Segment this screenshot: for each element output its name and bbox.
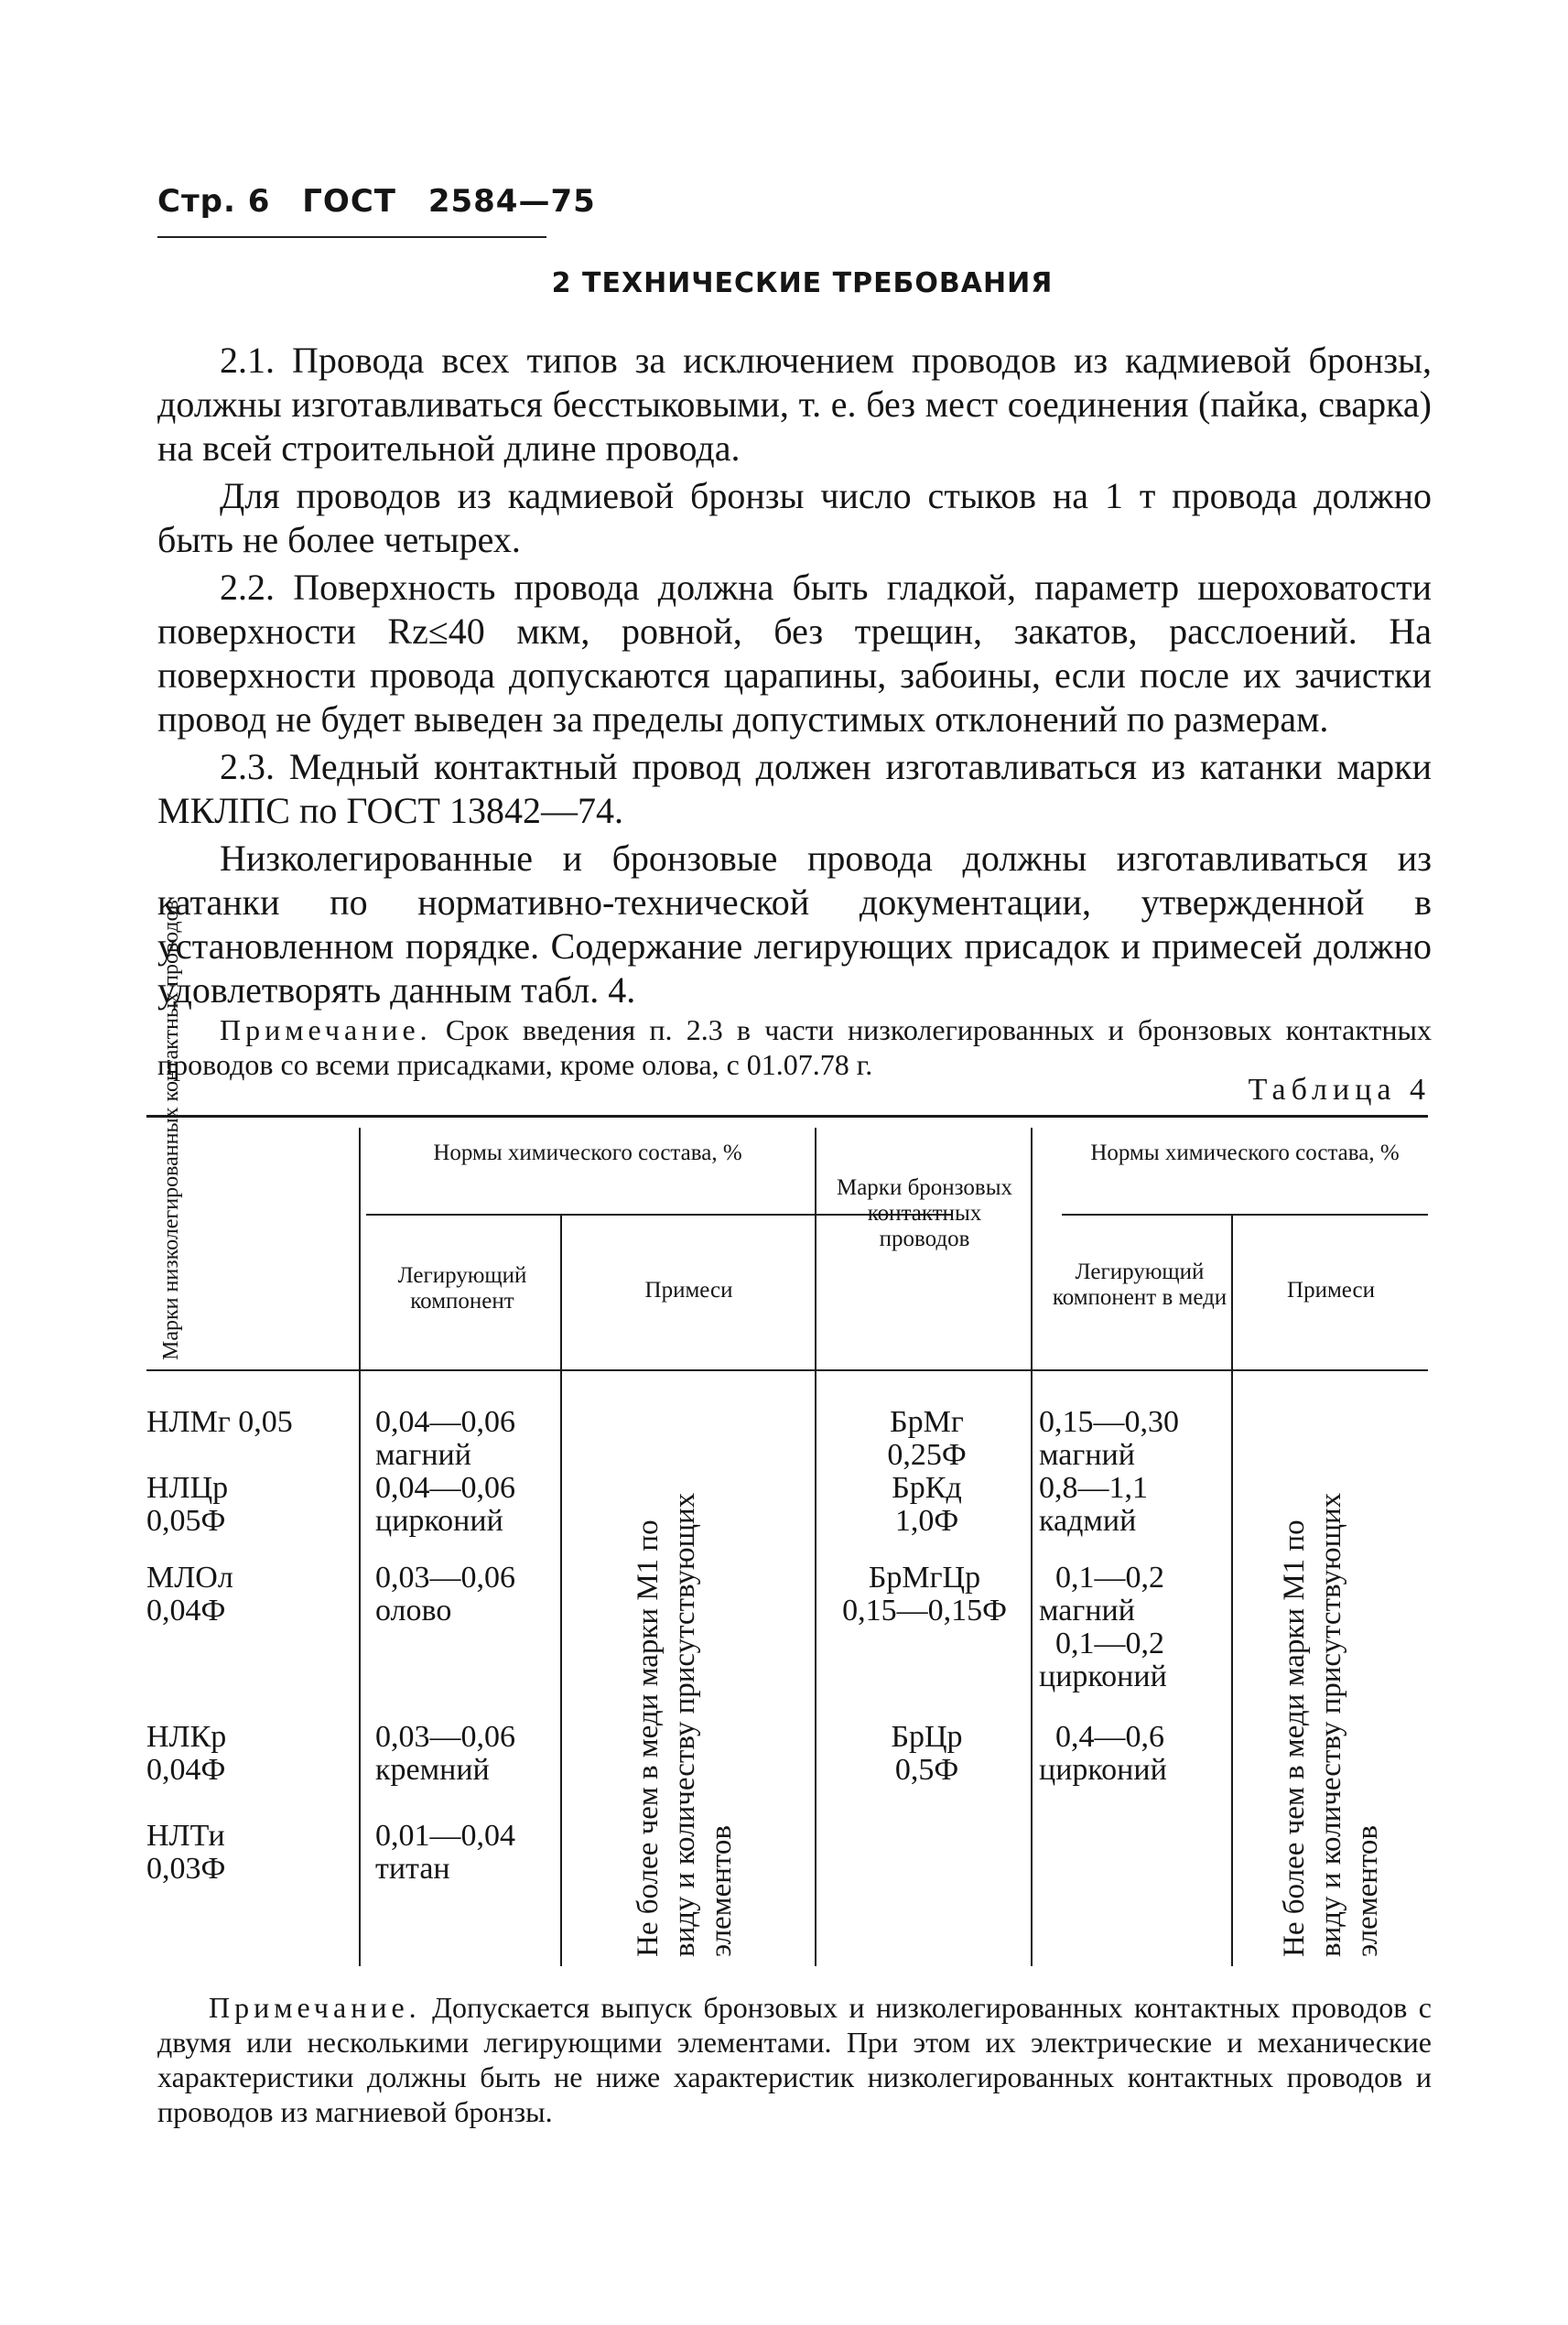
paragraph-2-3-cont: Низколегированные и бронзовые провода должны изготавливаться из катанки по нормативно-технической документации, утвержденной в установленном порядке. Содержание легирующих присадок и примесей должно удовлетворять данным табл. 4. xyxy=(157,838,1432,1011)
col-divider-3 xyxy=(815,1128,816,1966)
table-row-low-alloy-2-grade: НЛЦр 0,05Ф xyxy=(146,1471,229,1538)
header-rule xyxy=(157,236,546,238)
col-divider-2 xyxy=(560,1216,562,1966)
paragraph-2-1-cont: Для проводов из кадмиевой бронзы число стыков на 1 т провода должно быть не более четырех. xyxy=(157,475,1432,560)
header-low-alloy-grades: Марки низколегированных контактных проводов xyxy=(159,900,183,1360)
col-divider-1 xyxy=(359,1128,361,1966)
table-row-low-alloy-1-alloy: 0,04—0,06 магний xyxy=(375,1405,515,1472)
header-bronze-grades: Марки бронзовых контактных проводов xyxy=(836,1175,1013,1251)
paragraph-2-1: 2.1. Провода всех типов за исключением проводов из кадмиевой бронзы, должны изготавливаться бесстыковыми, т. е. без мест соединения (пайка, сварка) на всей строительной длине провода. xyxy=(157,340,1432,469)
table-row-bronze-3-grade: БрМгЦр 0,15—0,15Ф xyxy=(842,1561,1007,1628)
standard-label: ГОСТ xyxy=(302,183,396,220)
table-row-bronze-3-alloy: 0,1—0,2 магний 0,1—0,2 цирконий xyxy=(1039,1561,1167,1693)
table-row-bronze-1-alloy: 0,15—0,30 магний xyxy=(1039,1405,1179,1472)
note-1-text: Срок введения п. 2.3 в части низколегированных и бронзовых контактных проводов со всеми присадками, кроме олова, с 01.07.78 г. xyxy=(157,1013,1433,1081)
header-impurity-left: Примеси xyxy=(644,1278,733,1303)
table-caption: Таблица 4 xyxy=(1248,1073,1431,1107)
table-row-bronze-1-grade: БрМг 0,25Ф xyxy=(887,1405,967,1472)
standard-number: 2584—75 xyxy=(427,183,596,220)
table-row-low-alloy-1-grade: НЛМг 0,05 xyxy=(146,1405,293,1439)
note-2-label: Примечание. xyxy=(209,1991,421,2024)
table-row-bronze-2-grade: БрКд 1,0Ф xyxy=(892,1471,962,1538)
header-alloy-left: Легирующий компонент xyxy=(397,1263,527,1314)
header-norms-left: Нормы химического состава, % xyxy=(433,1141,742,1165)
header-impurity-right: Примеси xyxy=(1287,1278,1375,1303)
note-1 xyxy=(157,1012,1432,1082)
table-row-bronze-4-alloy: 0,4—0,6 цирконий xyxy=(1039,1720,1167,1787)
header-alloy-right: Легирующий компонент в меди xyxy=(1052,1260,1227,1310)
page-header xyxy=(157,183,596,220)
table-row-low-alloy-2-alloy: 0,04—0,06 цирконий xyxy=(375,1471,515,1538)
table-row-low-alloy-4-alloy: 0,03—0,06 кремний xyxy=(375,1720,515,1787)
paragraph-2-2: 2.2. Поверхность провода должна быть гладкой, параметр шероховатости поверхности Rz≤40 мкм, ровной, без трещин, закатов, расслоений. На поверхности провода допускаются царапины, забоины, если после их зачистки провод не будет выведен за пределы допустимых отклонений по размерам. xyxy=(157,567,1432,740)
table-row-low-alloy-3-alloy: 0,03—0,06 олово xyxy=(375,1561,515,1628)
header-bottom-rule xyxy=(146,1369,1428,1371)
body-text xyxy=(157,339,1432,1012)
note-2-text: Допускается выпуск бронзовых и низколегированных контактных проводов с двумя или несколькими легирующими элементами. При этом их электрические и механические характеристики должны быть не ниже характеристик низколегированных контактных проводов и проводов из магниевой бронзы. xyxy=(157,1991,1433,2128)
table-row-low-alloy-3-grade: МЛОл 0,04Ф xyxy=(146,1561,233,1628)
paragraph-2-3: 2.3. Медный контактный провод должен изготавливаться из катанки марки МКЛПС по ГОСТ 13842—74. xyxy=(157,746,1432,831)
table-row-bronze-4-grade: БрЦр 0,5Ф xyxy=(891,1720,963,1787)
header-norms-right: Нормы химического состава, % xyxy=(1090,1141,1400,1165)
section-title: 2 ТЕХНИЧЕСКИЕ ТРЕБОВАНИЯ xyxy=(551,267,1054,299)
note-2 xyxy=(157,1990,1432,2129)
page-number: Стр. 6 xyxy=(157,183,271,220)
table-row-low-alloy-5-alloy: 0,01—0,04 титан xyxy=(375,1819,515,1886)
table-row-low-alloy-5-grade: НЛТи 0,03Ф xyxy=(146,1819,226,1886)
table-row-bronze-2-alloy: 0,8—1,1 кадмий xyxy=(1039,1471,1148,1538)
col-divider-5 xyxy=(1231,1216,1233,1966)
col-divider-4 xyxy=(1031,1128,1033,1966)
table-row-low-alloy-4-grade: НЛКр 0,04Ф xyxy=(146,1720,227,1787)
table-top-rule xyxy=(146,1115,1428,1118)
note-1-label: Примечание. xyxy=(220,1013,432,1046)
right-norms-rule xyxy=(1062,1214,1428,1216)
impurity-note-left: Не более чем в меди марки М1 по виду и количеству присутствующих элементов xyxy=(632,1492,738,1957)
impurity-note-right: Не более чем в меди марки М1 по виду и количеству присутствующих элементов xyxy=(1278,1492,1384,1957)
